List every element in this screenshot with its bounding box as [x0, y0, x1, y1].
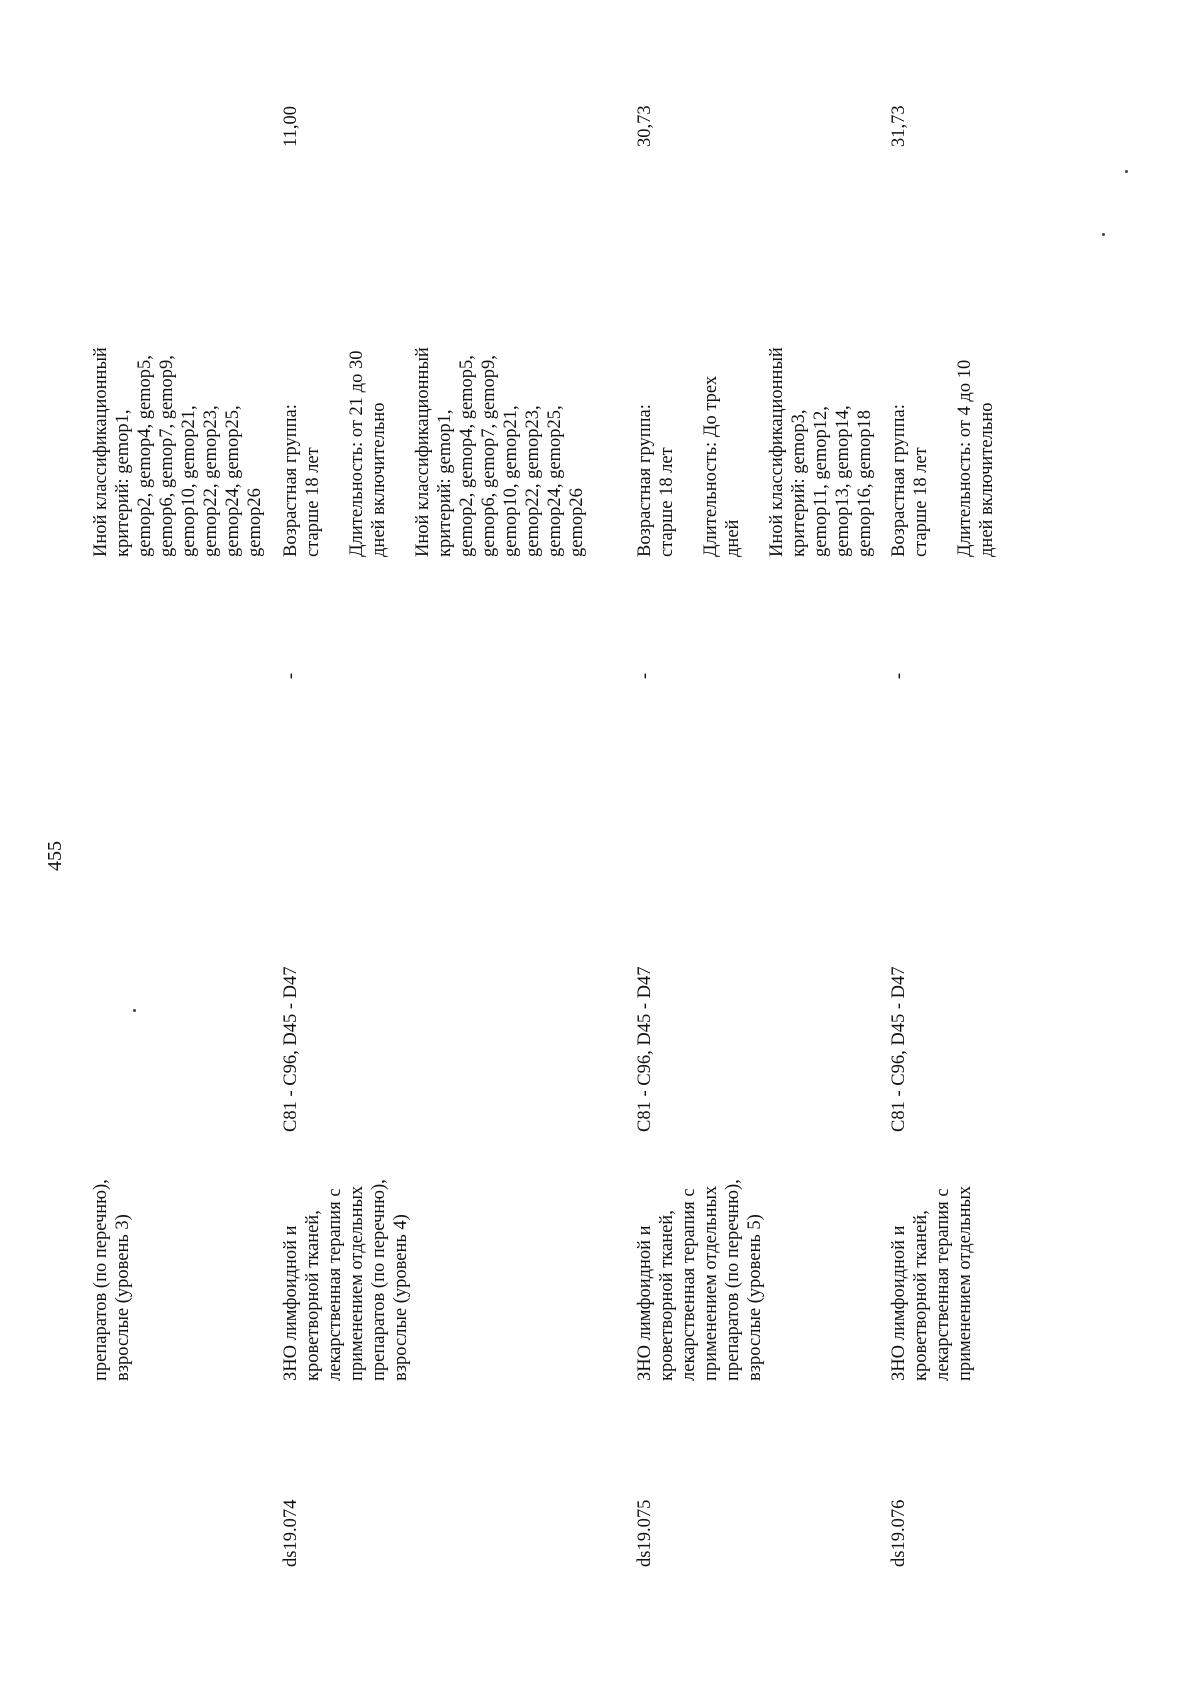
text-line: старше 18 лет: [657, 447, 677, 557]
text-line: старше 18 лет: [303, 447, 323, 557]
other-criteria: [766, 227, 876, 557]
text-line: лекарственная терапия с: [933, 1188, 953, 1381]
text-line: старше 18 лет: [911, 447, 931, 557]
text-line: Иной классификационный: [767, 347, 787, 557]
scan-speck: [133, 1009, 136, 1012]
text-line: Возрастная группа:: [889, 404, 909, 557]
age-group: [634, 227, 678, 557]
scan-speck: [1102, 233, 1105, 236]
text-line: gemop2, gemop4, gemop5,: [135, 355, 155, 557]
text-line: кроветворной тканей,: [657, 1210, 677, 1381]
text-line: применением отдельных: [347, 1185, 367, 1381]
coefficient: 31,73: [889, 105, 909, 147]
text-line: дней: [723, 519, 743, 557]
empty-cell-dash: -: [889, 672, 909, 679]
service-name: [90, 1106, 134, 1381]
text-line: Иной классификационный: [91, 347, 111, 557]
diagnosis-codes: C81 - C96, D45 - D47: [635, 966, 655, 1132]
criteria-cell: [888, 227, 998, 557]
text-line: gemop10, gemop21,: [501, 405, 521, 557]
text-line: gemop24, gemop25,: [223, 405, 243, 557]
diagnosis-codes: C81 - C96, D45 - D47: [889, 966, 909, 1132]
text-line: дней включительно: [369, 402, 389, 557]
text-line: gemop16, gemop18: [855, 410, 875, 557]
text-line: кроветворной тканей,: [303, 1210, 323, 1381]
text-line: gemop26: [245, 488, 265, 557]
text-line: Возрастная группа:: [635, 404, 655, 557]
text-line: Длительность: от 21 до 30: [347, 350, 367, 557]
service-code: ds19.076: [889, 1499, 909, 1567]
text-line: gemop6, gemop7, gemop9,: [479, 355, 499, 557]
text-line: препаратов (по перечню),: [723, 1179, 743, 1381]
page-number: 455: [44, 841, 66, 871]
text-line: лекарственная терапия с: [325, 1188, 345, 1381]
text-line: gemop2, gemop4, gemop5,: [457, 355, 477, 557]
duration: [954, 227, 998, 557]
text-line: взрослые (уровень 5): [745, 1214, 765, 1381]
service-code: ds19.075: [635, 1499, 655, 1567]
coefficient: 30,73: [635, 105, 655, 147]
text-line: препаратов (по перечню),: [91, 1179, 111, 1381]
coefficient: 11,00: [281, 106, 301, 147]
diagnosis-codes: C81 - C96, D45 - D47: [281, 966, 301, 1132]
duration: [346, 227, 390, 557]
text-line: критерий: gemop1,: [113, 409, 133, 557]
service-name: [888, 1106, 976, 1381]
text-line: gemop6, gemop7, gemop9,: [157, 355, 177, 557]
text-line: gemop24, gemop25,: [545, 405, 565, 557]
text-line: ЗНО лимфоидной и: [889, 1225, 909, 1381]
text-line: дней включительно: [977, 402, 997, 557]
text-line: кроветворной тканей,: [911, 1210, 931, 1381]
service-code: ds19.074: [281, 1499, 301, 1567]
age-group: [280, 227, 324, 557]
scan-speck: [1125, 170, 1128, 173]
text-line: gemop11, gemop12,: [811, 406, 831, 557]
criteria-cell: [634, 227, 876, 557]
text-line: взрослые (уровень 4): [391, 1214, 411, 1381]
text-line: Длительность: До трех: [701, 375, 721, 557]
text-line: лекарственная терапия с: [679, 1188, 699, 1381]
duration: [700, 227, 744, 557]
text-line: применением отдельных: [955, 1185, 975, 1381]
service-name: [634, 1106, 766, 1381]
text-line: gemop22, gemop23,: [201, 405, 221, 557]
text-line: gemop26: [567, 488, 587, 557]
empty-cell-dash: -: [281, 672, 301, 679]
text-line: gemop13, gemop14,: [833, 405, 853, 557]
text-line: критерий: gemop3,: [789, 409, 809, 557]
text-line: препаратов (по перечню),: [369, 1179, 389, 1381]
text-line: критерий: gemop1,: [435, 409, 455, 557]
text-line: взрослые (уровень 3): [113, 1214, 133, 1381]
criteria-cell: [90, 227, 266, 557]
age-group: [888, 227, 932, 557]
text-line: Длительность: от 4 до 10: [955, 359, 975, 557]
text-line: ЗНО лимфоидной и: [281, 1225, 301, 1381]
service-name: [280, 1106, 412, 1381]
text-line: применением отдельных: [701, 1185, 721, 1381]
text-line: Возрастная группа:: [281, 404, 301, 557]
text-line: ЗНО лимфоидной и: [635, 1225, 655, 1381]
other-criteria: [412, 227, 588, 557]
criteria-cell: [280, 227, 588, 557]
text-line: Иной классификационный: [413, 347, 433, 557]
text-line: gemop22, gemop23,: [523, 405, 543, 557]
text-line: gemop10, gemop21,: [179, 405, 199, 557]
empty-cell-dash: -: [635, 672, 655, 679]
